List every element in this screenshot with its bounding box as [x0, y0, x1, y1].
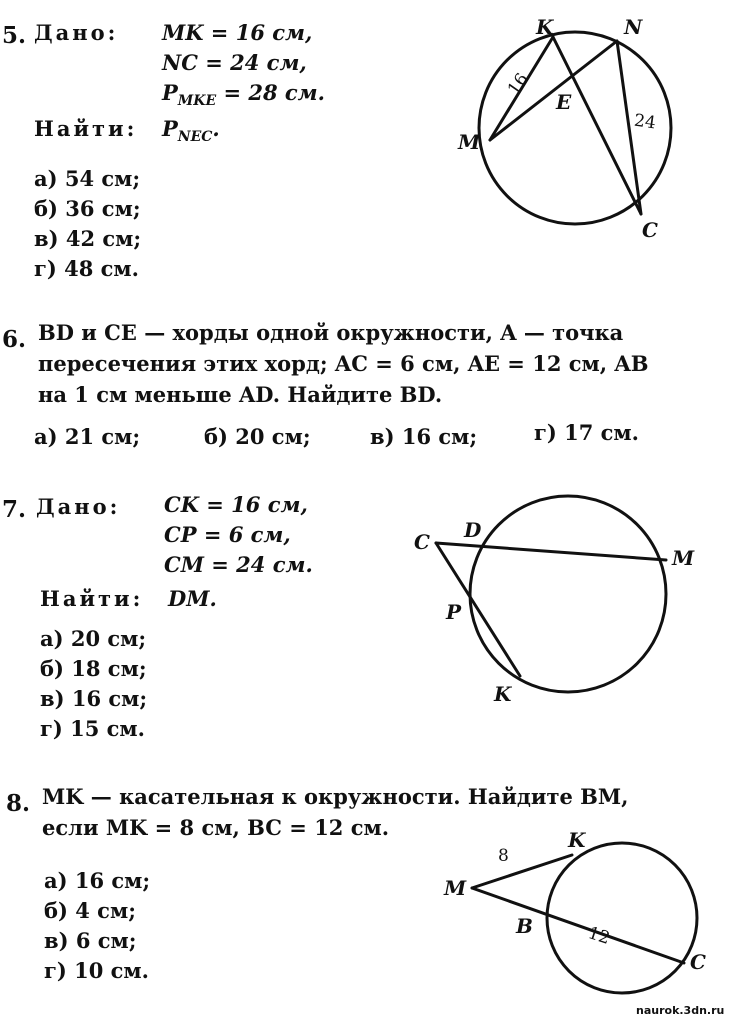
problem-5-option-b: б) 36 см;	[34, 196, 141, 221]
problem-5-number: 5.	[2, 22, 27, 49]
problem-8-option-d: г) 10 см.	[44, 958, 149, 983]
problem-5-given-3: $P_{MKE} = 28$ см.	[162, 80, 325, 110]
problem-6-option-b: б) 20 см;	[204, 424, 311, 449]
problem-8-number: 8.	[6, 790, 31, 817]
problem-5-find: $P_{NEC}$.	[162, 116, 220, 146]
figure-5-label-k: K	[536, 15, 554, 39]
figure-5-label-m: M	[458, 130, 481, 154]
figure-7-label-m: M	[672, 546, 695, 570]
problem-7-option-b: б) 18 см;	[40, 656, 147, 681]
figure-7-label-d: D	[464, 518, 482, 542]
problem-8-option-c: в) 6 см;	[44, 928, 137, 953]
figure-5-label-n: N	[624, 15, 643, 39]
figure-8-label-m: M	[444, 876, 467, 900]
problem-7-option-d: г) 15 см.	[40, 716, 145, 741]
figure-5-label-e: E	[556, 90, 572, 114]
problem-7-number: 7.	[2, 496, 27, 523]
figure-8-label-b: B	[516, 914, 533, 938]
problem-7-given-3: CM = 24 см.	[164, 552, 313, 577]
figure-8-circle	[547, 843, 697, 993]
figure-8-label-k: K	[568, 828, 586, 852]
problem-5-option-d: г) 48 см.	[34, 256, 139, 281]
figure-7-label-p: P	[446, 600, 462, 624]
figure-5-note-24: 24	[632, 110, 657, 134]
figure-5-note-16: 16	[504, 69, 533, 99]
problem-7-option-a: а) 20 см;	[40, 626, 147, 651]
secant-mc	[472, 888, 684, 963]
figure-7-label-k: K	[494, 682, 512, 706]
problem-6-line-3: на 1 см меньше AD. Найдите BD.	[38, 382, 443, 407]
problem-8-option-a: а) 16 см;	[44, 868, 151, 893]
problem-5-given-label: Дано:	[34, 20, 119, 45]
problem-6-line-2: пересечения этих хорд; AC = 6 см, AE = 12 см, AB	[38, 351, 649, 376]
problem-7-given-label: Дано:	[36, 494, 121, 519]
problem-5-given-2: NC = 24 см,	[162, 50, 307, 75]
problem-8-option-b: б) 4 см;	[44, 898, 136, 923]
problem-6-option-d: г) 17 см.	[534, 420, 639, 445]
figure-7-circle	[470, 496, 666, 692]
watermark-text: naurok.3dn.ru	[636, 1004, 725, 1017]
problem-8-line-1: MK — касательная к окружности. Найдите BM,	[42, 784, 629, 809]
figure-8-note-12: 12	[585, 923, 613, 949]
figure-8-note-8: 8	[498, 846, 509, 866]
problem-5-option-c: в) 42 см;	[34, 226, 142, 251]
problem-6-option-a: а) 21 см;	[34, 424, 141, 449]
problem-7-option-c: в) 16 см;	[40, 686, 148, 711]
problem-6-line-1: BD и CE — хорды одной окружности, A — точка	[38, 320, 624, 345]
problem-5-find-label: Найти:	[34, 116, 138, 141]
problem-7-given-2: CP = 6 см,	[164, 522, 291, 547]
problem-7-find: DM.	[168, 586, 217, 611]
problem-5-option-a: а) 54 см;	[34, 166, 141, 191]
figure-7-label-c: C	[414, 530, 430, 554]
problem-8-line-2: если MK = 8 см, BC = 12 см.	[42, 815, 390, 840]
problem-7-given-1: CK = 16 см,	[164, 492, 308, 517]
problem-6-number: 6.	[2, 326, 27, 353]
problem-6-option-c: в) 16 см;	[370, 424, 478, 449]
secant-cm	[436, 543, 666, 560]
problem-5-given-1: MK = 16 см,	[162, 20, 313, 45]
figure-5-label-c: C	[642, 218, 658, 242]
figure-8-label-c: C	[690, 950, 706, 974]
problem-7-find-label: Найти:	[40, 586, 144, 611]
